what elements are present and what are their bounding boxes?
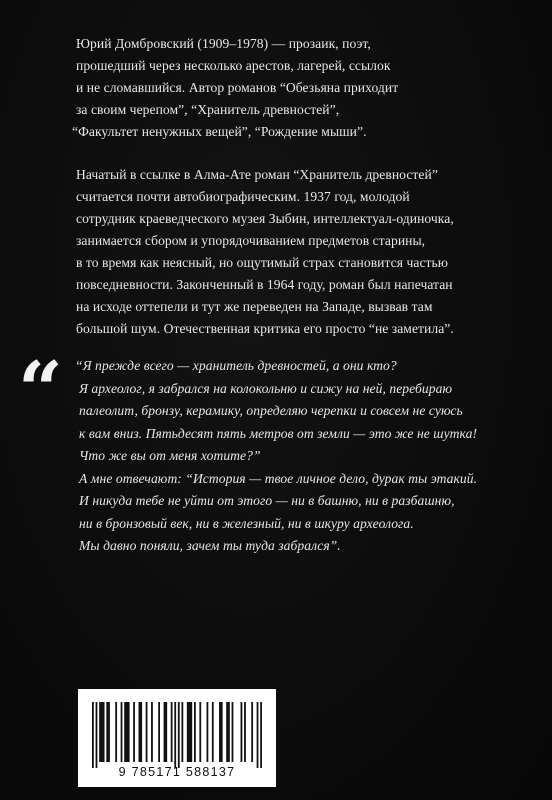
bio-line: и не сломавшийся. Автор романов “Обезьяна приходит [76, 80, 399, 95]
bio-line: Юрий Домбровский (1909–1978) — прозаик, поэт, [76, 36, 371, 51]
book-quote [0, 355, 552, 558]
quote-line: И никуда тебе не уйти от этого — ни в башню, ни в разбашню, [79, 493, 455, 508]
summary-line: сотрудник краеведческого музея Зыбин, интеллектуал-одиночка, [76, 211, 454, 226]
book-summary [0, 164, 552, 340]
quote-line: ни в бронзовый век, ни в железный, ни в шкуру археолога. [79, 515, 414, 531]
barcode-bar [194, 702, 196, 762]
barcode-bar [257, 702, 259, 768]
quote-line: Я археолог, я забрался на колокольню и сижу на ней, перебираю [79, 380, 453, 396]
barcode-bar [251, 702, 253, 762]
summary-line: Начатый в ссылке в Алма-Ате роман “Хранитель древностей” [76, 167, 438, 182]
summary-line: повседневности. Законченный в 1964 году, роман был напечатан [76, 277, 453, 292]
summary-line: большой шум. Отечественная критика его просто “не заметила”. [76, 321, 454, 336]
author-bio [0, 33, 552, 143]
barcode-bar [181, 702, 183, 762]
isbn-barcode [78, 689, 276, 787]
barcode-bar [219, 702, 223, 762]
bio-line: “Факультет ненужных вещей”, “Рождение мыши”. [72, 124, 367, 139]
barcode-bar [241, 702, 243, 762]
barcode-bar [174, 702, 176, 768]
summary-line: считается почти автобиографическим. 1937 год, молодой [76, 189, 410, 204]
barcode-bar [124, 702, 129, 762]
quote-line: Что же вы от меня хотите?” [79, 448, 261, 463]
quote-line: “Я прежде всего — хранитель древностей, а они кто? [75, 358, 397, 373]
barcode-bar [260, 702, 262, 768]
barcode-bar [164, 702, 168, 762]
barcode-bar [115, 702, 117, 762]
barcode-bar [158, 702, 160, 762]
barcode-bar [187, 702, 192, 762]
barcode-bar [226, 702, 230, 762]
barcode-bar [99, 702, 104, 762]
barcode-bars [92, 702, 262, 768]
bio-line: прошедший через несколько арестов, лагерей, ссылок [76, 58, 391, 73]
quote-mark-icon: “ [18, 345, 63, 436]
quote-line: Мы давно поняли, зачем ты туда забрался”. [79, 538, 341, 553]
barcode-bar [92, 702, 94, 768]
barcode-bar [133, 702, 135, 762]
quote-line: палеолит, бронзу, керамику, определяю черепки и совсем не суюсь [79, 403, 463, 418]
barcode-bar [232, 702, 234, 762]
barcode-bar [207, 702, 209, 762]
barcode-digits: 9 785171 588137 [118, 765, 236, 779]
barcode-bar [178, 702, 180, 768]
barcode-bar [199, 702, 201, 762]
barcode-bar [96, 702, 98, 768]
barcode-bar [146, 702, 148, 762]
summary-line: на исходе оттепели и тут же переведен на Западе, вызвав там [76, 299, 433, 314]
summary-line: в то время как неясный, но ощутимый страх становится частью [76, 255, 448, 270]
barcode-bar [212, 702, 214, 762]
barcode-bar [244, 702, 246, 762]
bio-line: за своим черепом”, “Хранитель древностей”, [76, 102, 340, 117]
barcode-bar [171, 702, 173, 762]
quote-line: к вам вниз. Пятьдесят пять метров от земли — это же не шутка! [79, 425, 478, 441]
barcode-bar [106, 702, 110, 762]
quote-line: А мне отвечают: “История — твое личное дело, дурак ты этакий. [79, 470, 478, 486]
barcode-bar [151, 702, 153, 762]
barcode-bar [139, 702, 143, 762]
barcode-bar [121, 702, 123, 762]
summary-line: занимается сбором и упорядочиванием предметов старины, [76, 233, 426, 248]
